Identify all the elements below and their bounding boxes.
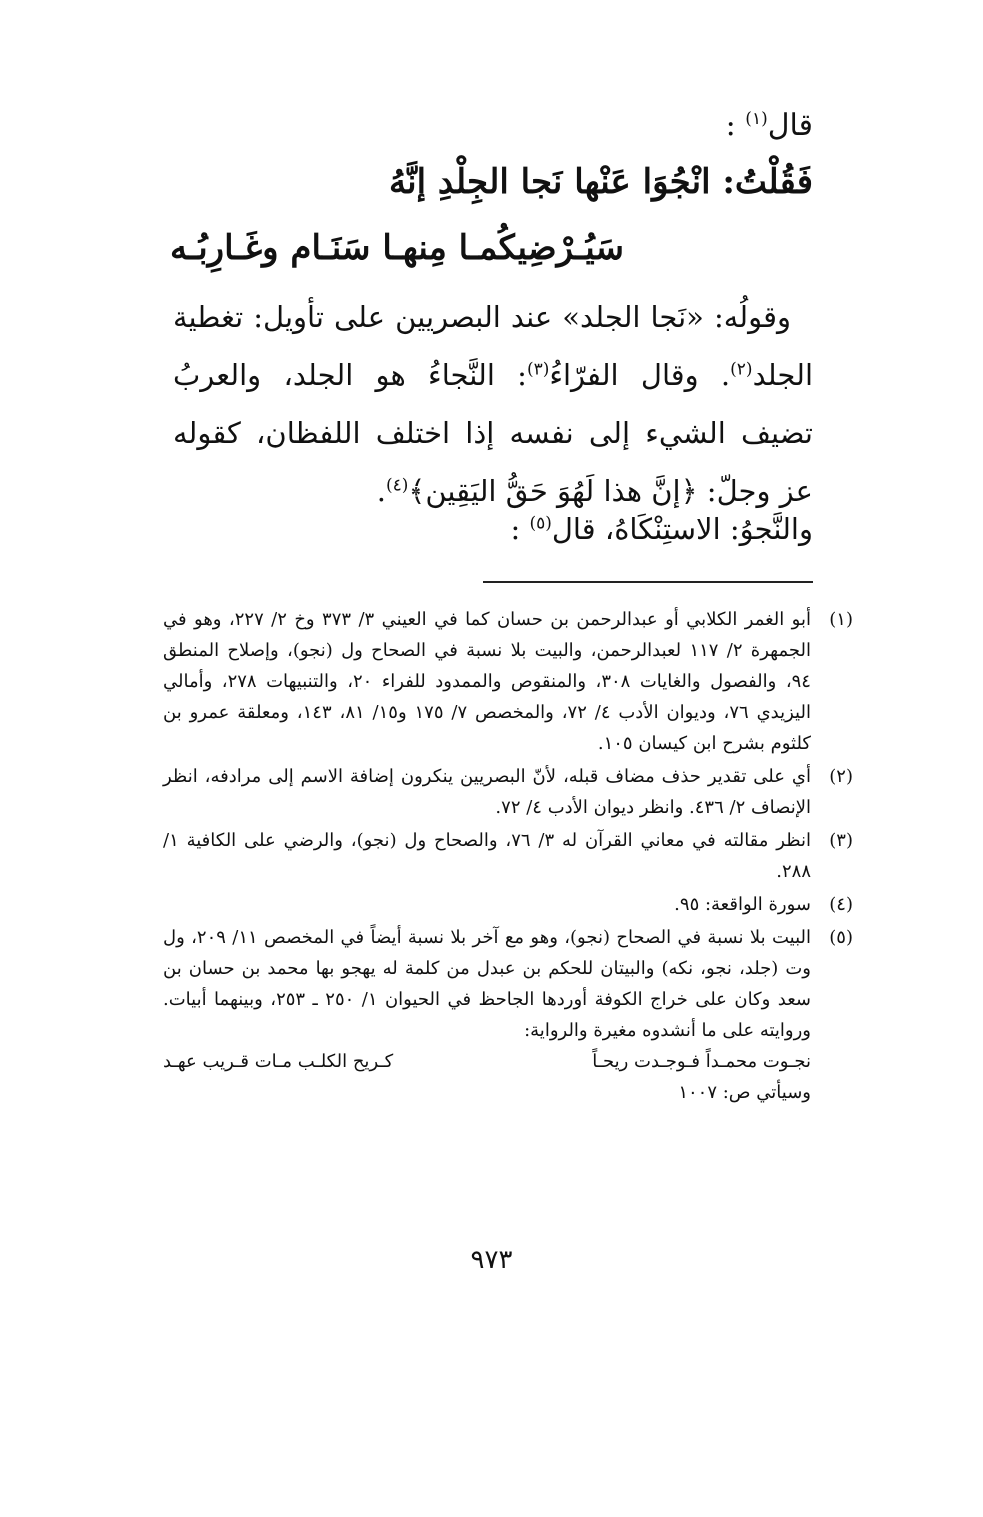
footnote-text: انظر مقالته في معاني القرآن له ٣/ ٧٦، والصحاح ول (نجو)، والرضي على الكافية ١/ ٢٨٨. bbox=[163, 830, 811, 882]
verse-hemistich-1: نجـوت محمـداً فـوجـدت ريحـاً bbox=[592, 1051, 811, 1072]
page-number: ٩٧٣ bbox=[470, 1245, 513, 1275]
para-part-1: وقولُه: «نَجا الجلد» عند البصريين على تأويل: تغطية الجلد bbox=[173, 300, 813, 392]
verse-line-1: فَقُلْتُ: انْجُوَا عَنْها نَجا الجِلْدِ إنَّهُ bbox=[388, 162, 813, 202]
footnote-ref-2[interactable]: (٢) bbox=[730, 359, 753, 380]
footnote-number: (١) bbox=[829, 609, 853, 630]
closing-text: والنَّجوُ: الاستِنْكَاهُ، قال bbox=[551, 512, 813, 546]
footnote-2 bbox=[163, 761, 853, 823]
footnote-ref-4[interactable]: (٤) bbox=[385, 475, 409, 496]
para-part-2: . وقال الفرّاءُ bbox=[549, 358, 731, 392]
footnote-number: (٤) bbox=[829, 894, 853, 915]
verse-hemistich-2: كـريح الكلـب مـات قـريب عهـد bbox=[163, 1051, 394, 1072]
footnote-text: أي على تقدير حذف مضاف قبله، لأنّ البصريين ينكرون إضافة الاسم إلى مرادفه، انظر الإنصاف ٢/ ٤٣٦. وانظر ديوان الأدب ٤/ ٧٢. bbox=[163, 766, 811, 818]
footnote-ref-1[interactable]: (١) bbox=[745, 109, 768, 129]
para-end: . bbox=[376, 474, 386, 508]
footnote-5 bbox=[163, 922, 853, 1108]
footnote-text: البيت بلا نسبة في الصحاح (نجو)، وهو مع آخر بلا نسبة أيضاً في المخصص ١١/ ٢٠٩، ول وت (جلد، نجو، نكه) والبيتان للحكم بن عبدل من كلمة له يهجو بها محمد بن حسان بن سعد وكان على خراج الكوفة أوردها الجاحظ في الحيوان ١/ ٢٥٠ ـ ٢٥٣، وبينهما أبيات. وروايته على ما أنشدوه مغيرة والرواية: bbox=[163, 927, 811, 1041]
footnote-verse bbox=[163, 1046, 811, 1077]
footnote-3 bbox=[163, 825, 853, 887]
para-part-3: : النَّجاءُ هو الجلد، والعربُ تضيف الشيء إلى نفسه إذا اختلف اللفظان، كقوله عز وجلّ: ﴿إنَّ هذا لَهُوَ حَقُّ اليَقِين﴾ bbox=[173, 358, 813, 508]
intro-colon: : bbox=[725, 108, 736, 143]
footnote-text: أبو الغمر الكلابي أو عبدالرحمن بن حسان كما في العيني ٣/ ٣٧٣ وخ ٢/ ٢٢٧، وهو في الجمهرة ٢/ ١١٧ لعبدالرحمن، والبيت بلا نسبة في الصحاح ول (نجو)، وإصلاح المنطق ٩٤، والفصول والغايات ٣٠٨، والمنقوص والممدود للفراء ٢٠، والتنبيهات ٢٧٨، وأمالي اليزيدي ٧٦، وديوان الأدب ٤/ ٧٢، والمخصص ٧/ ١٧٥ و١٥/ ٨١، ١٤٣، ومعلقة عمرو بن كلثوم بشرح ابن كيسان ١٠٥. bbox=[163, 609, 811, 754]
footnote-number: (٣) bbox=[829, 830, 853, 851]
footnote-4 bbox=[163, 889, 853, 920]
footnote-ref-3[interactable]: (٣) bbox=[526, 359, 550, 380]
commentary-paragraph bbox=[173, 288, 813, 520]
footnote-5-body bbox=[163, 922, 811, 1108]
closing-colon: : bbox=[510, 512, 521, 546]
intro-line bbox=[173, 108, 813, 143]
footnote-1 bbox=[163, 604, 853, 759]
footnotes bbox=[163, 604, 853, 1110]
footnote-5-end: وسيأتي ص: ١٠٠٧ bbox=[678, 1082, 811, 1103]
footnote-text: سورة الواقعة: ٩٥. bbox=[674, 894, 811, 915]
footnote-ref-5[interactable]: (٥) bbox=[529, 513, 552, 534]
intro-text: قال bbox=[767, 108, 813, 143]
footnote-number: (٢) bbox=[829, 766, 853, 787]
closing-line bbox=[173, 512, 813, 546]
verse-line-2: سَيُـرْضِيكُمـا مِنهـا سَنَـام وغَـارِبُـه bbox=[170, 228, 625, 268]
footnote-number: (٥) bbox=[829, 927, 853, 948]
footnote-divider bbox=[483, 581, 813, 583]
